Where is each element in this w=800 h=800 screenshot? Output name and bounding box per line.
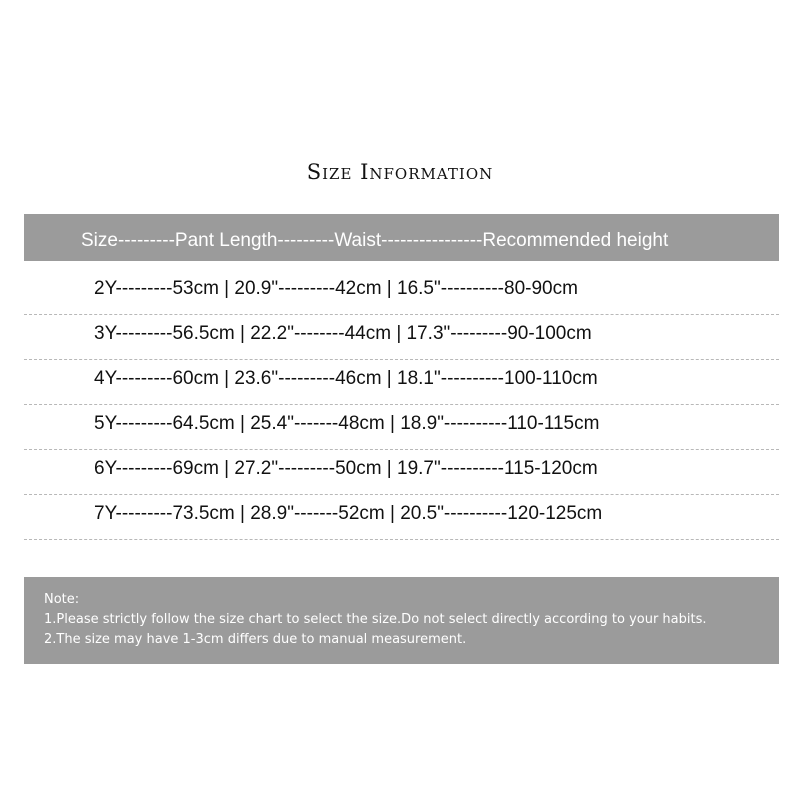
- header-label: Size---------Pant Length---------Waist----------------Recommended height: [81, 230, 669, 251]
- size-row-3y: [24, 315, 779, 360]
- row-text: 2Y---------53cm | 20.9"---------42cm | 16.5"----------80-90cm: [94, 278, 578, 299]
- size-row-4y: [24, 360, 779, 405]
- row-text: 5Y---------64.5cm | 25.4"-------48cm | 18.9"----------110-115cm: [94, 413, 600, 434]
- row-divider: [24, 539, 779, 540]
- note-box: [24, 577, 779, 664]
- size-row-5y: [24, 405, 779, 450]
- note-item: 1.Please strictly follow the size chart to select the size.Do not select directly according to your habits.: [44, 612, 707, 627]
- size-row-7y: [24, 495, 779, 540]
- size-row-6y: [24, 450, 779, 495]
- page-title: Size Information: [306, 160, 494, 184]
- note-heading: Note:: [44, 592, 80, 607]
- size-row-2y: [24, 270, 779, 315]
- row-text: 4Y---------60cm | 23.6"---------46cm | 18.1"----------100-110cm: [94, 368, 598, 389]
- row-text: 3Y---------56.5cm | 22.2"--------44cm | 17.3"---------90-100cm: [94, 323, 592, 344]
- note-item: 2.The size may have 1-3cm differs due to manual measurement.: [44, 632, 467, 647]
- row-text: 7Y---------73.5cm | 28.9"-------52cm | 20.5"----------120-125cm: [94, 503, 603, 524]
- row-text: 6Y---------69cm | 27.2"---------50cm | 19.7"----------115-120cm: [94, 458, 598, 479]
- size-table-header: [24, 214, 779, 261]
